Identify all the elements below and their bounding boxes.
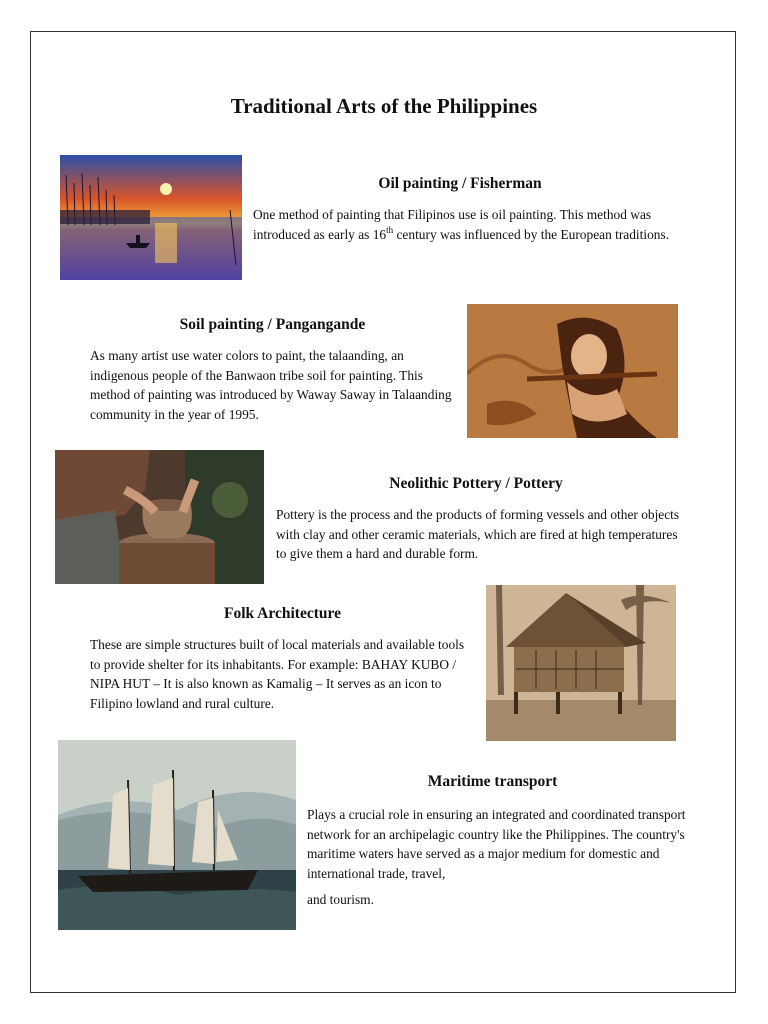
section-heading-soil-painting: Soil painting / Pangangande xyxy=(179,316,366,333)
section-heading-maritime-transport: Maritime transport xyxy=(427,773,558,790)
pottery-wheel-hands-image xyxy=(55,450,264,584)
section-text-maritime-transport-end: and tourism. xyxy=(307,892,374,907)
oil-painting-fisherman-sunset-image xyxy=(60,155,242,280)
page-title: Traditional Arts of the Philippines xyxy=(230,94,538,118)
section-text-folk-architecture: These are simple structures built of local materials and available tools to provide shelter for its inhabitants. For example: BAHAY KUBO / NIPA HUT – It is also known as Kamalig – It serves as an icon to Filipino lowland and rural culture. xyxy=(90,637,465,711)
sailing-ship-painting-image xyxy=(58,740,296,930)
section-text-pottery: Pottery is the process and the products of forming vessels and other objects with clay and other ceramic materials, which are fired at high temperatures to give them a hard and durable form. xyxy=(276,507,680,561)
section-text-oil-painting: One method of painting that Filipinos use is oil painting. This method was introduced as early as 16th century was influenced by the European traditions. xyxy=(253,207,670,242)
section-text-maritime-transport: Plays a crucial role in ensuring an integrated and coordinated transport network for an archipelagic country like the Philippines. The country's maritime waters have served as a major medium for domestic and international trade, travel, xyxy=(307,807,686,881)
section-heading-oil-painting: Oil painting / Fisherman xyxy=(378,175,542,192)
section-text-soil-painting: As many artist use water colors to paint, the talaanding, an indigenous people of the Banwaon tribe soil for painting. This method of painting was introduced by Waway Saway in Talaanding community in the year of 1995. xyxy=(90,348,452,422)
soil-painting-woman-flute-image xyxy=(467,304,678,438)
section-heading-pottery: Neolithic Pottery / Pottery xyxy=(389,475,563,492)
section-heading-folk-architecture: Folk Architecture xyxy=(224,605,341,622)
nipa-hut-photo-image xyxy=(486,585,676,741)
